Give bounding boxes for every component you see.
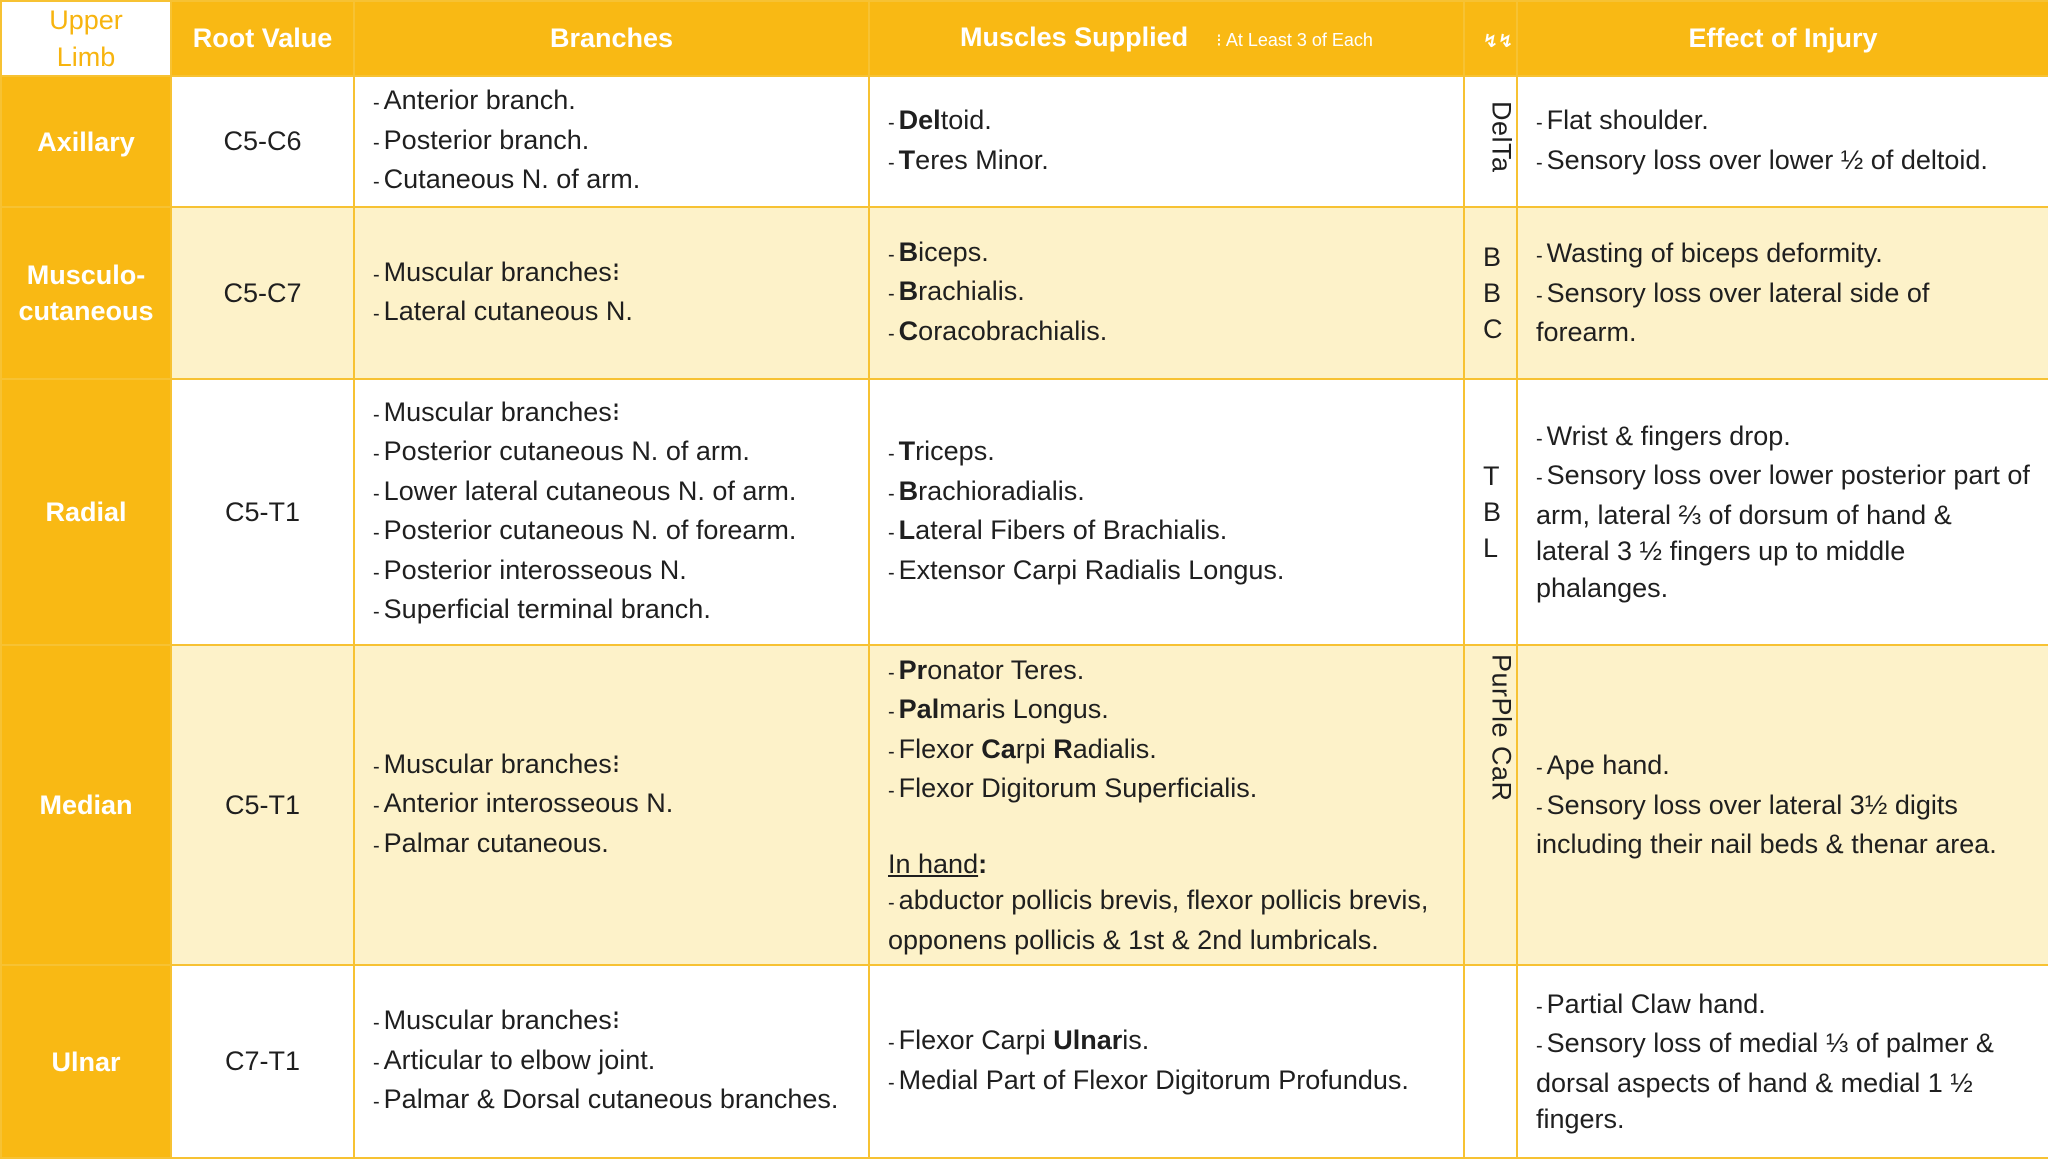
effect-item: - Sensory loss over lateral 3½ digits including their nail beds & thenar area. bbox=[1536, 789, 1997, 860]
muscles-radial bbox=[869, 379, 1464, 645]
branches-median bbox=[354, 645, 869, 965]
branch-item: - Anterior interosseous N. bbox=[373, 788, 674, 819]
row-median bbox=[1, 645, 2048, 965]
muscle-item: - Brachioradialis. bbox=[888, 475, 1085, 506]
branch-item: - Articular to elbow joint. bbox=[373, 1044, 656, 1075]
branches-radial bbox=[354, 379, 869, 645]
mnemonic-ulnar bbox=[1464, 965, 1517, 1158]
muscle-item: - Pronator Teres. bbox=[888, 654, 1085, 685]
nerve-name-ulnar: Ulnar bbox=[1, 965, 171, 1158]
effects-radial bbox=[1517, 379, 2048, 645]
effect-item: - Sensory loss over lateral side of forearm. bbox=[1536, 277, 1930, 348]
effect-item: - Ape hand. bbox=[1536, 750, 1670, 781]
branch-item: - Posterior cutaneous N. of arm. bbox=[373, 436, 750, 466]
muscle-item: - Biceps. bbox=[888, 236, 989, 267]
root-value-ulnar: C7-T1 bbox=[171, 965, 354, 1158]
effect-item: - Partial Claw hand. bbox=[1536, 988, 1766, 1019]
header-upper-limb: Upper Limb bbox=[1, 1, 171, 76]
muscle-item: - Extensor Carpi Radialis Longus. bbox=[888, 554, 1285, 585]
nerve-name-radial: Radial bbox=[1, 379, 171, 645]
branch-item: - Muscular branches⁝ bbox=[373, 256, 621, 287]
effects-axillary bbox=[1517, 76, 2048, 207]
branch-item: - Lower lateral cutaneous N. of arm. bbox=[373, 475, 797, 506]
row-radial bbox=[1, 379, 2048, 645]
branches-axillary bbox=[354, 76, 869, 207]
muscle-item: - Teres Minor. bbox=[888, 144, 1049, 175]
header-muscles-note: ⁝ At Least 3 of Each bbox=[1216, 29, 1373, 50]
mnemonic-musculocutaneous: B B C bbox=[1464, 207, 1517, 379]
header-mnemonic bbox=[1464, 1, 1517, 76]
branches-ulnar bbox=[354, 965, 869, 1158]
branch-item: - Posterior branch. bbox=[373, 124, 590, 155]
effect-item: - Sensory loss over lower ½ of deltoid. bbox=[1536, 144, 1988, 175]
nerve-name-axillary: Axillary bbox=[1, 76, 171, 207]
branch-item: - Posterior interosseous N. bbox=[373, 554, 687, 585]
muscle-item: - Medial Part of Flexor Digitorum Profundus. bbox=[888, 1064, 1409, 1095]
muscle-item: - Flexor Digitorum Superficialis. bbox=[888, 773, 1258, 804]
muscle-item: - Lateral Fibers of Brachialis. bbox=[888, 515, 1228, 545]
branch-item: - Muscular branches⁝ bbox=[373, 396, 621, 427]
effects-musculocutaneous bbox=[1517, 207, 2048, 379]
muscle-item: - Coracobrachialis. bbox=[888, 315, 1108, 346]
row-axillary bbox=[1, 76, 2048, 207]
muscle-item: - Brachialis. bbox=[888, 276, 1025, 307]
root-value-musculocutaneous: C5-C7 bbox=[171, 207, 354, 379]
muscle-item: - Deltoid. bbox=[888, 105, 992, 135]
effects-ulnar bbox=[1517, 965, 2048, 1158]
effect-item: - Wasting of biceps deformity. bbox=[1536, 238, 1883, 269]
effect-item: - Sensory loss over lower posterior part of arm, lateral ⅔ of dorsum of hand & lateral 3 ½ fingers up to middle phalanges. bbox=[1536, 460, 2030, 603]
root-value-radial: C5-T1 bbox=[171, 379, 354, 645]
mnemonic-median: PurPle CaR bbox=[1464, 645, 1517, 965]
muscle-item: - Triceps. bbox=[888, 436, 995, 466]
effect-item: - Flat shoulder. bbox=[1536, 105, 1709, 135]
row-ulnar bbox=[1, 965, 2048, 1158]
branch-item: - Muscular branches⁝ bbox=[373, 748, 621, 779]
effect-item: - Wrist & fingers drop. bbox=[1536, 420, 1791, 451]
muscles-musculocutaneous bbox=[869, 207, 1464, 379]
root-value-axillary: C5-C6 bbox=[171, 76, 354, 207]
header-row bbox=[1, 1, 2048, 76]
muscle-item: - Flexor Carpi Radialis. bbox=[888, 733, 1157, 764]
branch-item: - Superficial terminal branch. bbox=[373, 594, 711, 624]
muscles-median bbox=[869, 645, 1464, 965]
effect-item: - Sensory loss of medial ⅓ of palmer & dorsal aspects of hand & medial 1 ½ fingers. bbox=[1536, 1028, 1994, 1134]
muscle-item: - Flexor Carpi Ulnaris. bbox=[888, 1025, 1150, 1055]
header-effect-of-injury: Effect of Injury bbox=[1517, 1, 2048, 76]
header-root-value: Root Value bbox=[171, 1, 354, 76]
muscles-ulnar bbox=[869, 965, 1464, 1158]
branch-item: - Palmar & Dorsal cutaneous branches. bbox=[373, 1084, 839, 1115]
mnemonic-radial: T B L bbox=[1464, 379, 1517, 645]
branch-item: - Palmar cutaneous. bbox=[373, 827, 609, 858]
branch-item: - Lateral cutaneous N. bbox=[373, 296, 633, 326]
muscles-axillary bbox=[869, 76, 1464, 207]
branch-item: - Muscular branches⁝ bbox=[373, 1005, 621, 1036]
mnemonic-axillary: DelTa bbox=[1464, 76, 1517, 207]
header-muscles-label: Muscles Supplied bbox=[960, 21, 1189, 52]
branch-item: - Anterior branch. bbox=[373, 85, 576, 116]
in-hand-heading: In hand: bbox=[888, 848, 988, 879]
muscle-item: - Palmaris Longus. bbox=[888, 694, 1109, 725]
branches-musculocutaneous bbox=[354, 207, 869, 379]
lightning-icon: ↯↯ bbox=[1483, 31, 1514, 52]
nerve-name-median: Median bbox=[1, 645, 171, 965]
effects-median bbox=[1517, 645, 2048, 965]
branch-item: - Cutaneous N. of arm. bbox=[373, 164, 641, 195]
header-muscles-supplied bbox=[869, 1, 1464, 76]
branch-item: - Posterior cutaneous N. of forearm. bbox=[373, 515, 797, 545]
nerve-name-musculocutaneous: Musculo- cutaneous bbox=[1, 207, 171, 379]
header-branches: Branches bbox=[354, 1, 869, 76]
root-value-median: C5-T1 bbox=[171, 645, 354, 965]
muscle-item: - abductor pollicis brevis, flexor pollicis brevis, opponens pollicis & 1st & 2nd lumbricals. bbox=[888, 885, 1429, 955]
row-musculocutaneous bbox=[1, 207, 2048, 379]
